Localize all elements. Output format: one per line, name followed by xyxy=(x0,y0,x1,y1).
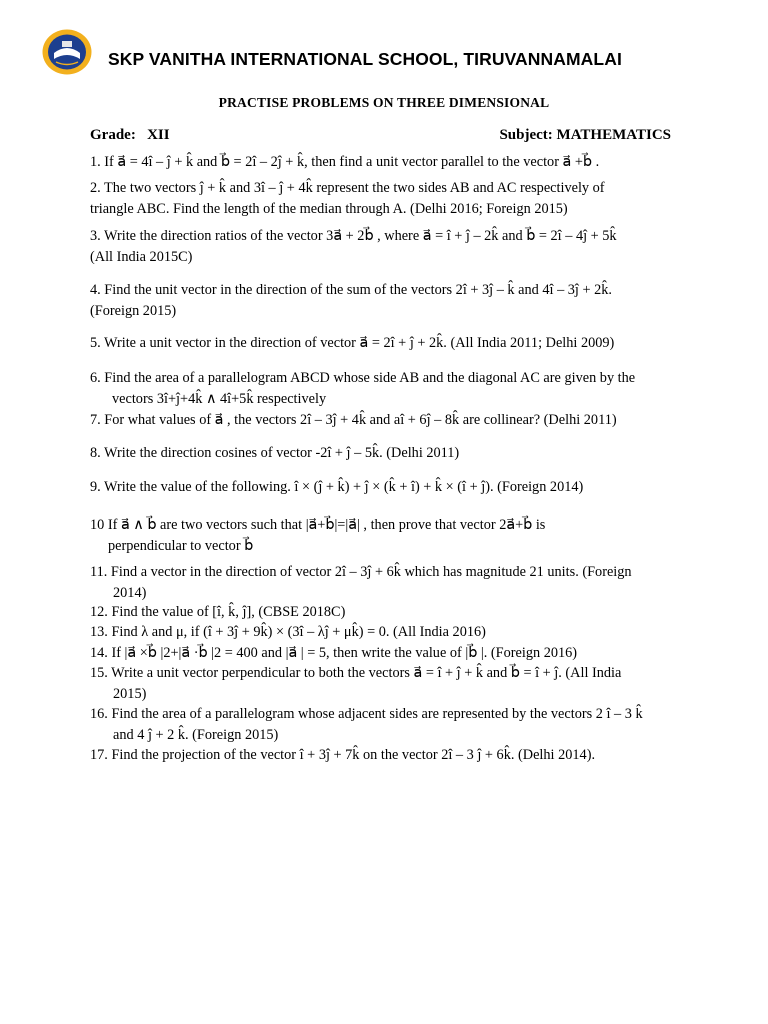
question-1 xyxy=(90,152,680,173)
question-line: 7. For what values of a⃗ , the vectors 2î – 3ĵ + 4k̂ and aî + 6ĵ – 8k̂ are collinear? (Delhi 2011) xyxy=(90,412,617,428)
question-line: vectors 3î+ĵ+4k̂ ∧ 4î+5k̂ respectively xyxy=(112,390,327,407)
question-7 xyxy=(90,410,680,431)
question-line: 3. Write the direction ratios of the vector 3a⃗ + 2b⃗ , where a⃗ = î + ĵ – 2k̂ and b⃗ = 2î – 4ĵ + 5k̂ xyxy=(90,228,617,244)
question-line: and 4 ĵ + 2 k̂. (Foreign 2015) xyxy=(113,726,279,743)
question-line: 15. Write a unit vector perpendicular to both the vectors a⃗ = î + ĵ + k̂ and b⃗ = î + ĵ. (All India xyxy=(90,665,622,681)
question-15 xyxy=(90,663,680,704)
question-line: 11. Find a vector in the direction of vector 2î – 3ĵ + 6k̂ which has magnitude 21 units. (Foreign xyxy=(90,564,632,580)
page-title: PRACTISE PROBLEMS ON THREE DIMENSIONAL xyxy=(218,95,550,110)
subject-label: Subject: xyxy=(499,127,553,143)
question-line: 16. Find the area of a parallelogram whose adjacent sides are represented by the vectors 2 î – 3 k̂ xyxy=(90,706,643,722)
question-13 xyxy=(90,622,680,643)
question-line: 17. Find the projection of the vector î + 3ĵ + 7k̂ on the vector 2î – 3 ĵ + 6k̂. (Delhi 2014). xyxy=(90,747,596,763)
question-line: 2014) xyxy=(113,584,147,601)
question-line: 13. Find λ and μ, if (î + 3ĵ + 9k̂) × (3î – λĵ + μk̂) = 0. (All India 2016) xyxy=(90,624,486,640)
question-line: 2. The two vectors ĵ + k̂ and 3î – ĵ + 4k̂ represent the two sides AB and AC respectively of xyxy=(90,180,605,196)
question-line: 9. Write the value of the following. î × (ĵ + k̂) + ĵ × (k̂ + î) + k̂ × (î + ĵ). (Foreign 2014) xyxy=(90,479,584,495)
question-12 xyxy=(90,602,680,623)
question-4 xyxy=(90,280,680,321)
school-name: SKP VANITHA INTERNATIONAL SCHOOL, TIRUVANNAMALAI xyxy=(108,49,622,69)
grade-field xyxy=(90,127,170,144)
question-line: 8. Write the direction cosines of vector -2î + ĵ – 5k̂. (Delhi 2011) xyxy=(90,445,460,461)
question-line: 5. Write a unit vector in the direction of vector a⃗ = 2î + ĵ + 2k̂. (All India 2011; Delhi 2009) xyxy=(90,335,615,351)
question-17 xyxy=(90,745,680,766)
question-line: perpendicular to vector b⃗ xyxy=(108,537,254,554)
question-2 xyxy=(90,178,680,219)
question-10 xyxy=(90,515,680,556)
question-8 xyxy=(90,443,680,464)
question-line: 6. Find the area of a parallelogram ABCD whose side AB and the diagonal AC are given by the xyxy=(90,370,636,386)
question-16 xyxy=(90,704,680,745)
grade-value: XII xyxy=(147,127,170,143)
question-9 xyxy=(90,477,680,498)
question-line: 1. If a⃗ = 4î – ĵ + k̂ and b⃗ = 2î – 2ĵ + k̂, then find a unit vector parallel to the vector a⃗ +b⃗ . xyxy=(90,154,600,170)
question-6 xyxy=(90,368,680,409)
question-5 xyxy=(90,333,680,354)
school-logo-icon xyxy=(42,29,92,75)
question-14 xyxy=(90,643,680,664)
question-11 xyxy=(90,562,680,603)
question-line: (All India 2015C) xyxy=(90,248,193,265)
subject-field xyxy=(499,127,671,144)
question-line: 14. If |a⃗ ×b⃗ |2+|a⃗ ·b⃗ |2 = 400 and |a⃗ | = 5, then write the value of |b⃗ |. (Foreign 2016) xyxy=(90,645,578,661)
subject-value: MATHEMATICS xyxy=(556,127,671,143)
question-line: 12. Find the value of [î, k̂, ĵ], (CBSE 2018C) xyxy=(90,604,346,620)
question-line: triangle ABC. Find the length of the median through A. (Delhi 2016; Foreign 2015) xyxy=(90,200,568,217)
grade-label: Grade: xyxy=(90,127,136,143)
question-3 xyxy=(90,226,680,267)
question-line: 4. Find the unit vector in the direction of the sum of the vectors 2î + 3ĵ – k̂ and 4î – 3ĵ + 2k̂. xyxy=(90,282,612,298)
question-line: 2015) xyxy=(113,685,147,702)
question-line: 10 If a⃗ ∧ b⃗ are two vectors such that |a⃗+b⃗|=|a⃗| , then prove that vector 2a⃗+b⃗ is xyxy=(90,517,546,533)
question-line: (Foreign 2015) xyxy=(90,302,177,319)
